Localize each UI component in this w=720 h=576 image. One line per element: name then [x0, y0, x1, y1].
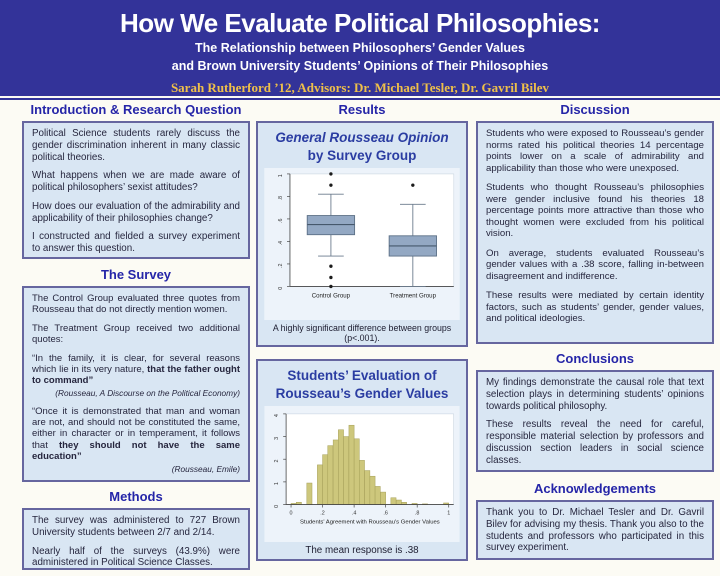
- svg-text:.8: .8: [278, 196, 285, 201]
- conclusions-heading: Conclusions: [555, 351, 634, 366]
- page-title: How We Evaluate Political Philosophies:: [120, 8, 600, 38]
- authors-line: Sarah Rutherford ’12, Advisors: Dr. Michael Tesler, Dr. Gavril Bilev: [170, 80, 550, 96]
- poster-header: [0, 0, 720, 96]
- svg-text:3: 3: [274, 437, 281, 441]
- boxplot-panel: [256, 121, 468, 347]
- survey-heading: The Survey: [100, 267, 172, 282]
- conclusions-paragraph: These results reveal the need for careful, responsible material selection by professors and discussion section leaders in social science classes.: [486, 419, 704, 466]
- conclusions-paragraph: My findings demonstrate the causal role that text selection plays in determining students’ opinions towards political philosophy.: [486, 377, 704, 412]
- discussion-heading: Discussion: [560, 102, 630, 117]
- conclusions-box: [476, 370, 714, 472]
- intro-box: [22, 121, 250, 259]
- svg-text:.6: .6: [383, 510, 388, 517]
- svg-text:0: 0: [274, 505, 281, 509]
- quote-text: “In the family, it is clear, for several reasons which lie in its very nature,: [32, 352, 240, 375]
- quote-bold-text: they should not have the same education”: [32, 439, 240, 463]
- discussion-paragraph: Students who thought Rousseau’s philosophies were gender inclusive found his theories 18 percentage points more attractive than those who thought women were excluded from his political vision.: [486, 182, 704, 239]
- histogram-title-line1: Students’ Evaluation of: [287, 368, 437, 383]
- survey-box: [22, 286, 250, 482]
- svg-text:1: 1: [278, 174, 285, 178]
- results-heading: Results: [338, 102, 386, 117]
- discussion-paragraph: On average, students evaluated Rousseau’s gender values with a .38 score, falling in-between disagreement and indifference.: [486, 247, 704, 282]
- intro-paragraph: How does our evaluation of the admirability and applicability of their philosophies change?: [32, 200, 240, 224]
- discussion-paragraph: These results were mediated by certain identity factors, such as students’ gender, gender values, and political ideologies.: [486, 290, 704, 324]
- methods-paragraph: Nearly half of the surveys (43.9%) were administered in Political Science Classes.: [32, 545, 240, 569]
- boxplot-title-line2: by Survey Group: [307, 148, 417, 164]
- svg-text:0: 0: [289, 510, 293, 517]
- subtitle-line2: and Brown University Students’ Opinions of Their Philosophies: [171, 58, 549, 73]
- histogram-title-line2: Rousseau’s Gender Values: [275, 386, 449, 402]
- subtitle-line1: The Relationship between Philosophers’ Gender Values: [195, 41, 525, 55]
- acknowledgements-box: [476, 500, 714, 560]
- svg-text:Students' Agreement with Rouss: Students' Agreement with Rousseau's Gender Values: [300, 519, 440, 526]
- quote-attribution: (Rousseau, Emile): [171, 463, 240, 474]
- intro-paragraph: What happens when we are made aware of political philosophers’ sexist attitudes?: [32, 170, 240, 193]
- methods-heading: Methods: [109, 489, 163, 504]
- discussion-paragraph: Students who were exposed to Rousseau’s gender norms rated his political theories 14 percentage points lower on a scale of admirability and applicability than those who were unexposed.: [486, 128, 704, 174]
- quote-bold-text: that the father ought to command”: [32, 363, 240, 387]
- survey-quote-1: [32, 353, 240, 387]
- survey-paragraph: The Control Group evaluated three quotes from Rousseau that do not directly mention women.: [32, 293, 240, 316]
- svg-text:2: 2: [274, 459, 281, 463]
- results-column: [256, 102, 468, 561]
- methods-paragraph: The survey was administered to 727 Brown University students between 2/7 and 2/14.: [32, 515, 240, 538]
- svg-text:4: 4: [274, 414, 281, 418]
- histogram-panel: [256, 359, 468, 561]
- intro-heading: Introduction & Research Question: [30, 102, 242, 117]
- svg-text:.2: .2: [278, 263, 285, 269]
- acknowledgements-heading: Acknowledgements: [533, 481, 657, 496]
- left-column: [22, 102, 250, 570]
- svg-text:.6: .6: [278, 218, 285, 224]
- svg-text:0: 0: [278, 287, 285, 291]
- header-divider: [0, 98, 720, 100]
- svg-text:Treatment Group: Treatment Group: [389, 292, 436, 300]
- boxplot-title-line1: General Rousseau Opinion: [275, 130, 449, 145]
- methods-box: [22, 508, 250, 570]
- survey-quote-2: [32, 406, 240, 463]
- quote-attribution: (Rousseau, A Discourse on the Political Economy): [55, 387, 240, 398]
- intro-paragraph: Political Science students rarely discuss the gender discrimination inherent in many classic political theories.: [32, 128, 240, 163]
- svg-text:.8: .8: [414, 510, 420, 517]
- boxplot-caption: A highly significant difference between groups (p<.001).: [272, 323, 452, 344]
- svg-text:.4: .4: [351, 510, 357, 517]
- svg-text:.4: .4: [278, 241, 285, 246]
- quote-text: “Once it is demonstrated that man and woman are not, and should not be constituted the same, either in character or in temperament, it follows that: [32, 405, 240, 451]
- discussion-box: [476, 121, 714, 344]
- intro-paragraph: I constructed and fielded a survey experiment to answer this question.: [32, 231, 240, 254]
- boxplot-chart: [264, 168, 460, 320]
- survey-paragraph: The Treatment Group received two additional quotes:: [32, 322, 240, 346]
- histogram-caption: The mean response is .38: [305, 545, 419, 557]
- histogram-chart: [264, 406, 460, 542]
- svg-text:1: 1: [274, 482, 281, 486]
- svg-text:1: 1: [447, 510, 451, 517]
- right-column: [476, 102, 714, 560]
- svg-text:Control Group: Control Group: [311, 292, 351, 300]
- acknowledgements-paragraph: Thank you to Dr. Michael Tesler and Dr. Gavril Bilev for advising my thesis. Thank you also to the students and professors who participated in this survey experiment.: [486, 507, 704, 554]
- svg-text:.2: .2: [320, 510, 325, 517]
